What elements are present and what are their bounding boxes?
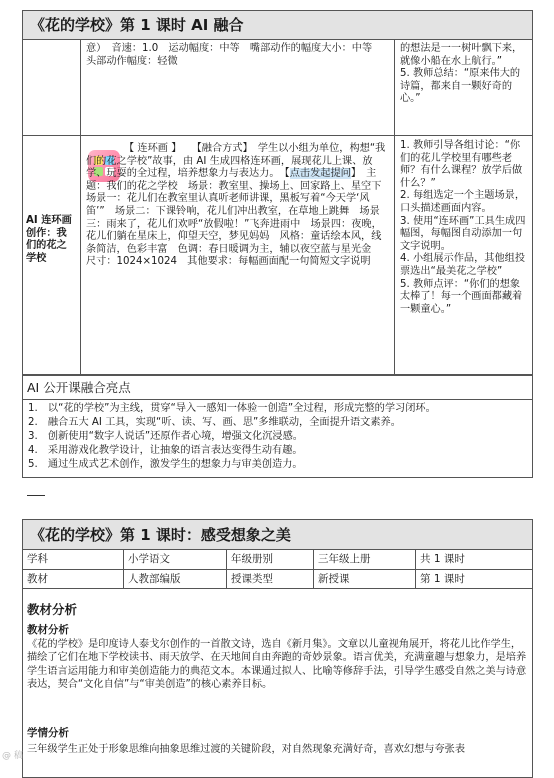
table2-title: 《花的学校》第 1 课时：感受想象之美 [30,526,291,544]
info-grid-col-3 [313,549,314,589]
table1-col-divider-1 [80,39,81,375]
ask-question-link[interactable]: 点击发起提问 [289,168,351,180]
watermark: @ 稿 [2,751,23,761]
info-grid-row-divider [22,569,533,570]
info-value-grade: 三年级上册 [318,553,371,565]
info-value-lesson-number: 第 1 课时 [420,573,465,585]
info-value-lesson-type: 新授课 [318,573,350,585]
comic-description-part-a: 【 连环画 】 【融合方式】 学生以小组为单位，构想“我们的花之学校”故事，由 AI 生成四格连环画，展现花儿上课、放学、玩耍的全过程，培养想象力与表达力。 【 [86,143,386,180]
row2-teacher-steps: 1. 教师引导各组讨论：“你们的花儿学校里有哪些老师？有什么课程？放学后做什么？” 2. 每组选定一个主题场景，口头描述画面内容。 3. 使用“连环画”工具生成四幅图，每幅图自动添加一句文字说明。 4. 小组展示作品，其他组投票选出“最美花之学校” 5. 教师点评：“你们的想象太棒了！每一个画面都藏着一颗童心。” [400,140,526,315]
row1-teacher-activity: 的想法是一一树叶飘下来，就像小船在水上航行。” 5. 教师总结：“原来伟大的诗篇，都来自一颗好奇的心。” [400,43,523,105]
info-label-textbook: 教材 [27,573,48,585]
info-label-lesson-type: 授课类型 [231,573,273,585]
analysis-section-heading: 教材分析 [27,602,78,617]
row2-activity-name: AI 连环画创作：我们的花之学校 [26,215,72,264]
info-label-subject: 学科 [27,553,48,565]
learner-analysis-heading: 学情分析 [27,727,69,739]
learner-analysis-paragraph: 三年级学生正处于形象思维向抽象思维过渡的关键阶段，对自然现象充满好奇，喜欢幻想与夸张表 [27,744,466,755]
row2-comic-description [86,143,392,269]
info-grid-col-2 [226,549,227,589]
info-grid-col-4 [415,549,416,589]
highlight-item-2: 2. 融合五大 AI 工具，实现“听、读、写、画、思”多维联动，全面提升语文素养。 [28,417,401,428]
analysis-paragraph: 《花的学校》是印度诗人泰戈尔创作的一首散文诗，选自《新月集》。文章以儿童视角展开，将花儿比作学生，描绘了它们在地下学校读书、雨天放学、在天地间自由奔跑的奇妙景象。语言优美，充满童趣与想象力，是培养学生语言运用能力和审美创造能力的典范文本。本课通过拟人、比喻等修辞手法，引导学生感受自然之美与诗意表达，契合“文化自信”与“审美创造”的核心素养目标。 [27,639,527,691]
row1-parameters-text: 意） 音速：1.0 运动幅度：中等 嘴部动作的幅度大小：中等 头部动作幅度：轻微 [86,43,383,67]
table1-col-divider-2 [394,39,395,375]
comic-description-part-b: 】 主题：我们的花之学校 场景：教室里、操场上、回家路上、星空下 场景一：花儿们在教室里认真听老师讲课，黑板写着“今天学‘风笛’” 场景二：下课铃响，花儿们冲出教室，在草地上跳舞 场景三：雨来了，花儿们欢呼“放假啦！”飞奔进雨中 场景四：夜晚，花儿们躺在星床上，仰望天空，梦见妈妈 风格：童话绘本风，线条简洁，色彩丰富 色调：春日暖调为主，辅以夜空蓝与星光金 尺寸：1024×1024 其他要求：每幅画面配一句简短文字说明 [86,168,392,268]
table1-row-divider [22,135,533,136]
highlights-title: AI 公开课融合亮点 [27,380,131,395]
text-cursor-mark [27,495,45,496]
info-value-subject: 小学语文 [128,553,170,565]
info-grid-col-1 [123,549,124,589]
highlight-item-3: 3. 创新使用“数字人说话”还原作者心境，增强文化沉浸感。 [28,431,303,442]
info-label-grade: 年级册别 [231,553,273,565]
table1-title: 《花的学校》第 1 课时 AI 融合 [30,16,244,34]
info-value-textbook: 人教部编版 [128,573,181,585]
highlight-item-5: 5. 通过生成式艺术创作，激发学生的想象力与审美创造力。 [28,459,303,470]
highlight-item-4: 4. 采用游戏化教学设计，让抽象的语言表达变得生动有趣。 [28,445,303,456]
analysis-sub-heading: 教材分析 [27,624,69,636]
info-value-total-lessons: 共 1 课时 [420,553,465,565]
highlight-item-1: 1. 以“花的学校”为主线，贯穿“导入一感知一体验一创造”全过程，形成完整的学习闭环。 [28,403,436,414]
